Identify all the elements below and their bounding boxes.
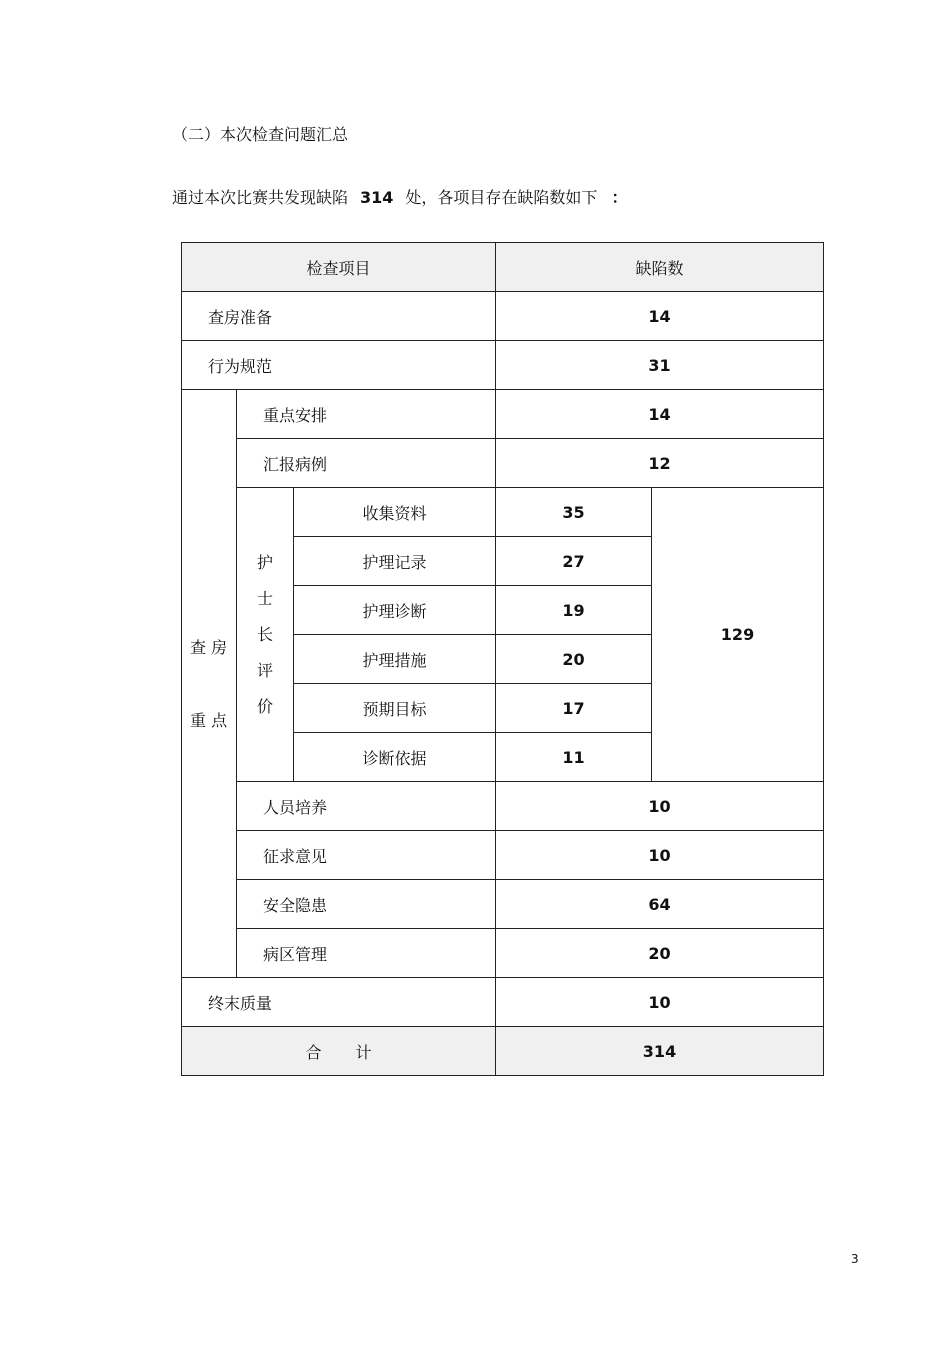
table-row (182, 929, 824, 978)
row-label: 行为规范 (182, 341, 496, 390)
group-label-char: 房 (211, 637, 228, 657)
subitem-value: 11 (496, 733, 652, 782)
group-label-vertical (182, 390, 237, 978)
subitem-label: 护理措施 (294, 635, 496, 684)
subgroup-label-char: 护 (256, 552, 273, 572)
row-label: 汇报病例 (237, 439, 496, 488)
row-value: 14 (496, 390, 824, 439)
subgroup-label-char: 士 (256, 588, 273, 608)
table-row (182, 880, 824, 929)
intro-defect-count: 314 (360, 188, 394, 207)
row-value: 31 (496, 341, 824, 390)
section-heading: （二）本次检查问题汇总 (172, 125, 349, 144)
total-value: 314 (496, 1027, 824, 1076)
table-row (182, 292, 824, 341)
subitem-label: 预期目标 (294, 684, 496, 733)
subitem-value: 17 (496, 684, 652, 733)
defect-summary-table (181, 242, 824, 1076)
page-number: 3 (851, 1252, 859, 1266)
row-label: 安全隐患 (237, 880, 496, 929)
table-row (182, 439, 824, 488)
row-value: 20 (496, 929, 824, 978)
group-label-char: 重 (190, 710, 207, 730)
subitem-label: 护理诊断 (294, 586, 496, 635)
table-header-row (182, 243, 824, 292)
intro-colon: ： (611, 188, 628, 207)
header-item: 检查项目 (182, 243, 496, 292)
subgroup-label-char: 价 (256, 696, 273, 716)
row-label: 终末质量 (182, 978, 496, 1027)
header-count: 缺陷数 (496, 243, 824, 292)
row-value: 10 (496, 978, 824, 1027)
row-value: 10 (496, 831, 824, 880)
subgroup-label-char: 长 (256, 624, 273, 644)
subitem-value: 20 (496, 635, 652, 684)
intro-sentence (172, 185, 627, 208)
total-label-a: 合 (305, 1042, 322, 1062)
subgroup-label-vertical (237, 488, 294, 782)
table-row (182, 390, 824, 439)
table-row (182, 978, 824, 1027)
row-label: 病区管理 (237, 929, 496, 978)
row-label: 人员培养 (237, 782, 496, 831)
table-row (182, 488, 824, 537)
table-row (182, 831, 824, 880)
subitem-value: 27 (496, 537, 652, 586)
row-label: 重点安排 (237, 390, 496, 439)
subgroup-label-char: 评 (256, 660, 273, 680)
intro-before: 通过本次比赛共发现缺陷 (172, 188, 349, 207)
row-value: 14 (496, 292, 824, 341)
total-label-b: 计 (355, 1042, 372, 1062)
intro-after: 处，各项目存在缺陷数如下 (405, 188, 598, 207)
subitem-value: 35 (496, 488, 652, 537)
table-total-row (182, 1027, 824, 1076)
subitem-label: 诊断依据 (294, 733, 496, 782)
row-label: 查房准备 (182, 292, 496, 341)
subitem-label: 收集资料 (294, 488, 496, 537)
table-row (182, 341, 824, 390)
row-value: 64 (496, 880, 824, 929)
row-value: 12 (496, 439, 824, 488)
total-label (182, 1027, 496, 1076)
group-label-char: 查 (190, 637, 207, 657)
group-label-char: 点 (211, 710, 228, 730)
subgroup-total: 129 (652, 488, 824, 782)
row-label: 征求意见 (237, 831, 496, 880)
row-value: 10 (496, 782, 824, 831)
subitem-label: 护理记录 (294, 537, 496, 586)
subitem-value: 19 (496, 586, 652, 635)
table-row (182, 782, 824, 831)
